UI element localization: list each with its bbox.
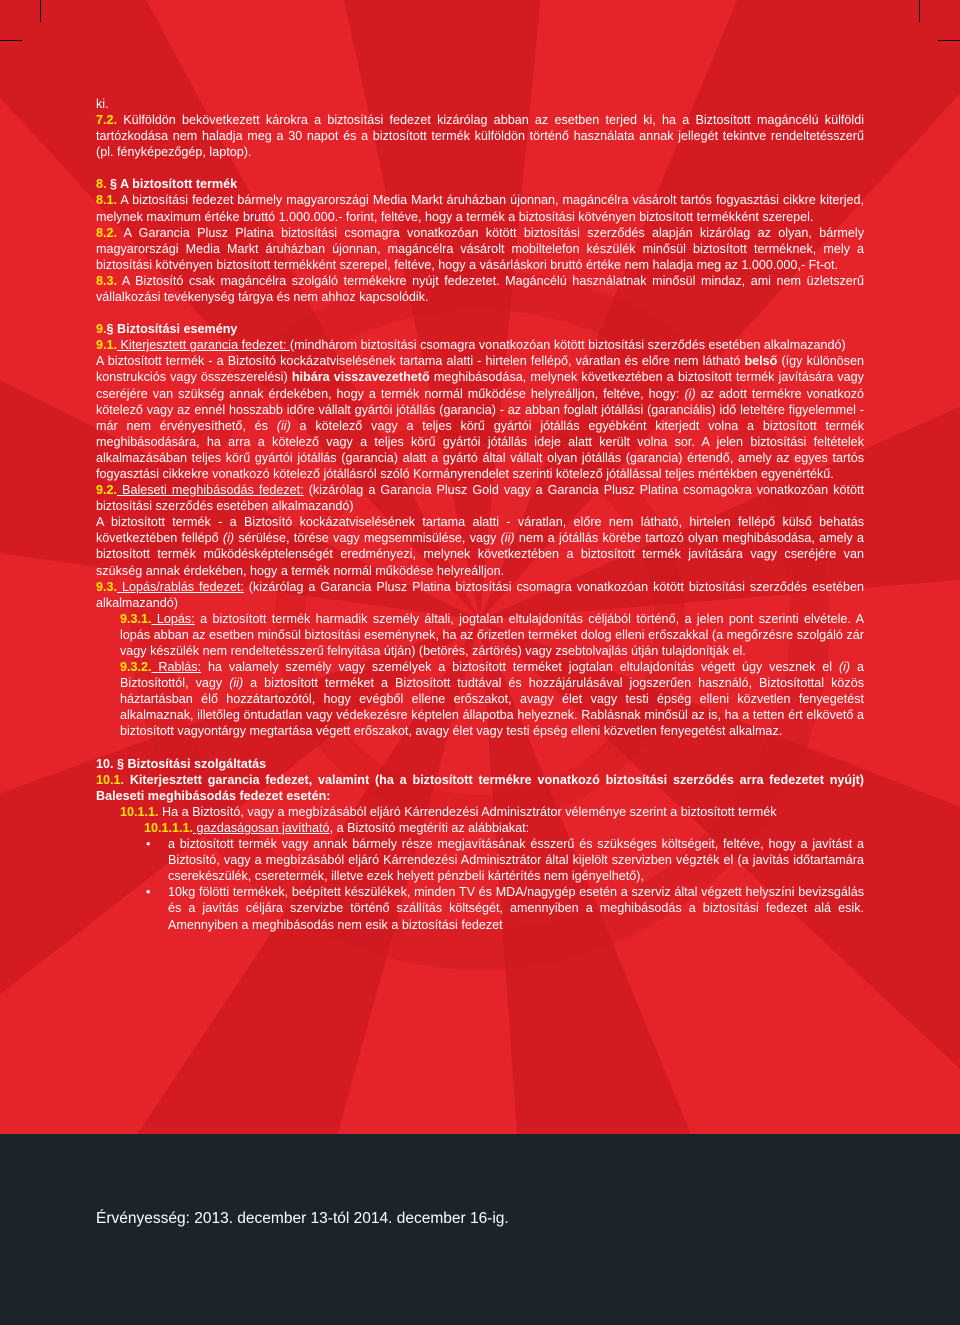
section-9-2-body: A biztosított termék - a Biztosító kockázatviselésének tartama alatti - váratlan, előre nem látható, hirtelen fellépő külső behatás következtében fellépő (i) sérülése, törése vagy megsemmisülése, vagy (ii) nem a jótállás körébe tartozó olyan meghibásodása, amely a biztosított termék működésképtelenségét eredményezi, melynek következtében a biztosított termék javítására vagy cseréjére van szükség annak érdekében, hogy a termék normál működése helyreálljon.: [96, 515, 864, 578]
crop-mark: [938, 40, 960, 41]
terms-text: [96, 96, 864, 933]
section-9-2: 9.2. Baleseti meghibásodás fedezet: (kizárólag a Garancia Plusz Gold vagy a Garancia Plusz Platina csomagokra vonatkozóan kötött biztosítási szerződés esetében alkalmazandó): [96, 483, 865, 514]
crop-mark: [0, 40, 22, 41]
list-item: • 10kg fölötti termékek, beépített készülékek, minden TV és MDA/nagygép esetén a szerviz által végzett helyszíni bevizsgálás és a javítás céljára szervizbe történő szállítás költségét, amennyiben a meghibásodás a biztosítási fedezet alá esik. Amennyiben a meghibásodás nem esik a biztosítási fedezet: [168, 884, 864, 932]
continuation-text: ki.: [96, 97, 109, 111]
section-10-1-1: 10.1.1. Ha a Biztosító, vagy a megbízásából eljáró Kárrendezési Adminisztrátor véleménye szerint a biztosított termék: [120, 804, 777, 819]
section-10-1: 10.1. Kiterjesztett garancia fedezet, valamint (ha a biztosított termékre vonatkozó biztosítási szerződés arra fedezetet nyújt) Baleseti meghibásodás fedezet esetén:: [96, 772, 864, 803]
section-9-heading: 9.§ Biztosítási esemény: [96, 322, 238, 337]
section-8-heading: 8. § A biztosított termék: [96, 177, 238, 192]
section-10-heading: 10. § Biztosítási szolgáltatás: [96, 756, 267, 771]
list-item: • a biztosított termék vagy annak bármely része megjavításának ésszerű és szükséges költségeit, feltéve, hogy a javítást a Biztosító, vagy a megbízásából eljáró Kárrendezési Adminisztrátor által kijelölt szervizben végzték el (a javítás időtartamára cserekészülék, cseretermék, illetve ezek helyett pénzbeli kártérítés nem igényelhető),: [168, 836, 864, 884]
section-10-1-1-1: 10.1.1.1. gazdaságosan javítható, a Biztosító megtéríti az alábbiakat:: [144, 820, 530, 835]
footer-band: [0, 1134, 960, 1325]
reimbursement-list: [96, 836, 864, 933]
section-8-2: 8.2. A Garancia Plusz Platina biztosítási csomagra vonatkozóan kötött biztosítási szerződés alapján kizárólag az olyan, bármely magyarországi Media Markt áruházban újonnan, magáncélra vásárolt mobiltelefon készülék minősül biztosított terméknek, mely a biztosítási kötvényen biztosított termékként szerepel, feltéve, hogy a vásárláskori bruttó értéke nem haladja meg az 1.000.000,- Ft-ot.: [96, 225, 864, 272]
crop-mark: [40, 0, 41, 22]
section-8-3: 8.3. A Biztosító csak magáncélra szolgáló termékekre nyújt fedezetet. Magáncélú használatnak minősül mindaz, ami nem üzletszerű vállalkozási tevékenység tárgya és nem ahhoz kapcsolódik.: [96, 273, 864, 305]
section-9-3: 9.3. Lopás/rablás fedezet: (kizárólag a Garancia Plusz Platina biztosítási csomagra vonatkozóan kötött biztosítási szerződés esetében alkalmazandó): [96, 579, 864, 610]
section-9-3-2: 9.3.2. Rablás: ha valamely személy vagy személyek a biztosított terméket jogtalan eltulajdonítás végett úgy vesznek el (i) a Biztosítottól, vagy (ii) a biztosított terméket a Biztosított tudtával és hozzájárulásával jogszerűen használó, Biztosítottal közös háztartásban élő hozzátartozótól, hogy evégből ellene erőszakot, avagy élet vagy testi épség elleni közvetlen fenyegetést alkalmaznak, illetőleg öntudatlan vagy védekezésre képtelen állapotba helyeznek. Rablásnak minősül az is, ha a tetten ért elkövető a biztosított vagyontárgy megtartása végett erőszakot, avagy élet vagy testi épség elleni közvetlen fenyegetést alkalmaz.: [120, 660, 864, 739]
section-9-1: 9.1. Kiterjesztett garancia fedezet: (mindhárom biztosítási csomagra vonatkozóan kötött biztosítási szerződés esetében alkalmazandó): [96, 338, 846, 353]
section-9-3-1: 9.3.1. Lopás: a biztosított termék harmadik személy általi, jogtalan eltulajdonítás céljából történő, a jelen pont szerinti elvétele. A lopás abban az esetben minősül biztosítási eseménynek, ha az őrizetlen terméket dolog elleni erőszakkal (a megőrzésre szolgáló zár vagy készülék nem rendeltetésszerű felnyitása útján) (betörés, zártörés) vagy zsebtolvajlás útján tulajdonítják el.: [120, 611, 864, 658]
validity-text: Érvényesség: 2013. december 13-tól 2014. december 16-ig.: [96, 1210, 509, 1227]
section-9-1-body: A biztosított termék - a Biztosító kockázatviselésének tartama alatti - hirtelen fellépő, váratlan és előre nem látható belső (így különösen konstrukciós vagy összeszerelési) hibára visszavezethető meghibásodása, melynek következtében a biztosított termék javítására vagy cseréjére van szükség annak érdekében, hogy a termék normál működése helyreálljon, feltéve, hogy: (i) az adott termékre vonatkozó kötelező vagy az ennél hosszabb időre vállalt gyártói jótállás (garancia) - az abban foglalt jótállási (garanciális) idő leteltére figyelemmel - már nem érvényesíthető, és (ii) a kötelező vagy a teljes körű gyártói jótállás egyébként kiterjedt volna a biztosított termék meghibásodására, ha arra a kötelező vagy a teljes körű gyártói jótállás ideje alatt került volna sor. A jelen biztosítási feltételek alkalmazásában teljes körű gyártói jótállás (garancia) alatt a gyártó által vállalt olyan jótállás (garancia) értendő, amely az egyes tartós fogyasztási cikkekre vonatkozó kötelező jótállásról szóló Kormányrendelet szerinti kötelező jótállással teljes mértékben egyenértékű.: [96, 354, 865, 481]
crop-mark: [919, 0, 920, 22]
section-7-2: 7.2. Külföldön bekövetkezett károkra a biztosítási fedezet kizárólag abban az esetben terjed ki, ha a Biztosított magáncélú külföldi tartózkodása nem haladja meg a 30 napot és a biztosított termék külföldön történő használata annak jellegét tekintve rendeltetésszerű (pl. fényképezőgép, laptop).: [96, 113, 864, 160]
section-8-1: 8.1. A biztosítási fedezet bármely magyarországi Media Markt áruházban újonnan, magáncélra vásárolt tartós fogyasztási cikkre kiterjed, melynek maximum értéke bruttó 1.000.000.- forint, feltéve, hogy a termék a biztosítási kötvényen biztosított termékként szerepel.: [96, 193, 864, 224]
